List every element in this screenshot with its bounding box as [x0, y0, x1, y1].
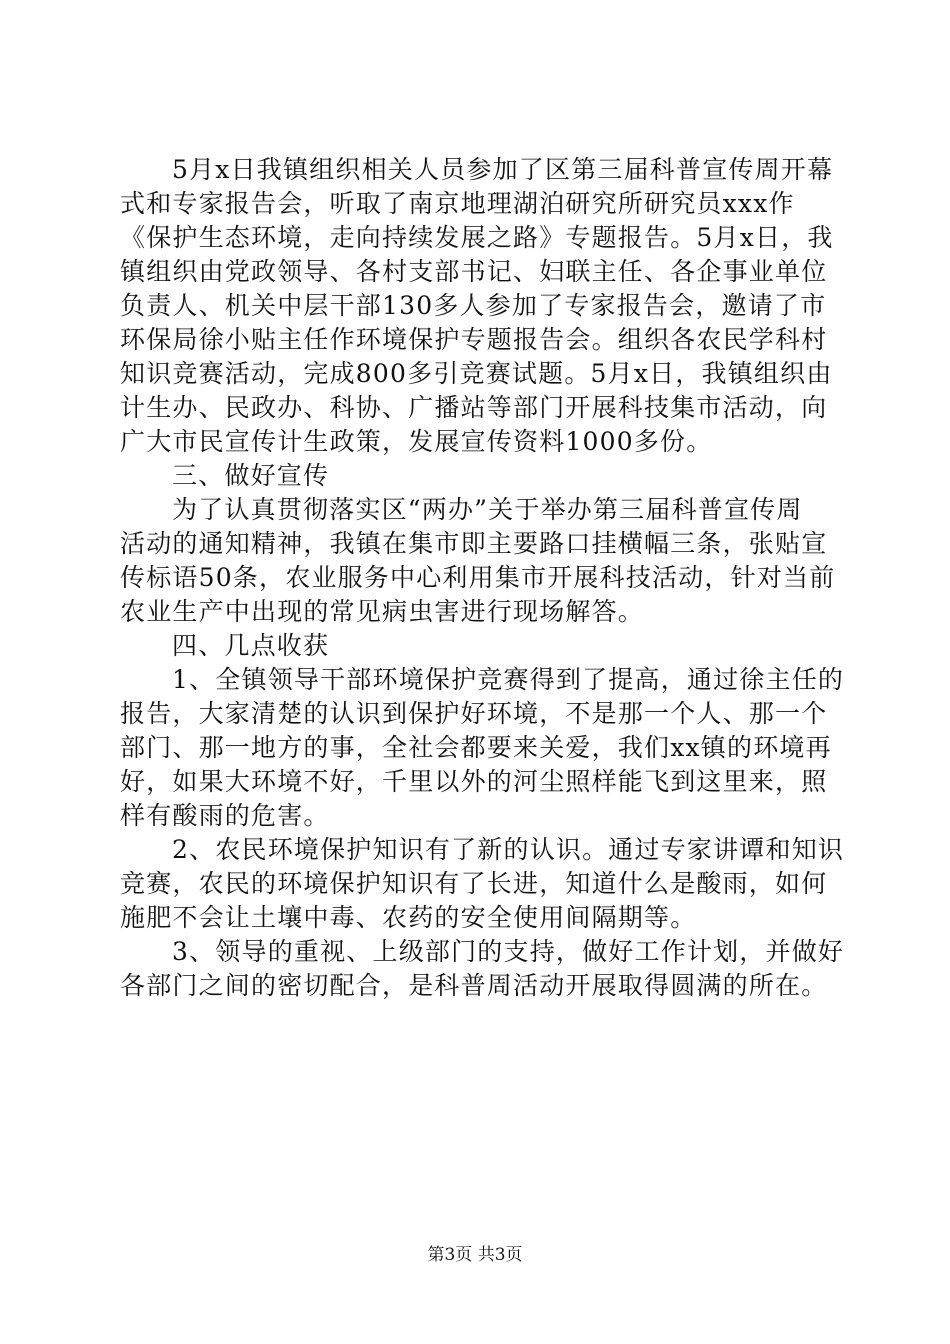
text-line: 《保护生态环境，走向持续发展之路》专题报告。5月x日，我: [120, 223, 834, 252]
text-line: 好，如果大环境不好，千里以外的河尘照样能飞到这里来，照: [120, 767, 828, 796]
text-line: 样有酸雨的危害。: [120, 801, 330, 830]
text-line: 为了认真贯彻落实区“两办”关于举办第三届科普宣传周: [172, 495, 803, 524]
text-line: 部门、那一地方的事，全社会都要来关爱，我们xx镇的环境再: [120, 733, 832, 762]
text-line: 活动的通知精神，我镇在集市即主要路口挂横幅三条，张贴宣: [120, 529, 828, 558]
text-line: 3、领导的重视、上级部门的支持，做好工作计划，并做好: [172, 937, 845, 966]
section-heading: 四、几点收获: [172, 631, 330, 660]
text-line: 广大市民宣传计生政策，发展宣传资料1000多份。: [120, 427, 713, 456]
page-number-footer: 第3页 共3页: [427, 1245, 523, 1265]
text-line: 镇组织由党政领导、各村支部书记、妇联主任、各企事业单位: [120, 257, 828, 286]
document-body: [120, 153, 845, 1003]
text-line: 农业生产中出现的常见病虫害进行现场解答。: [120, 597, 645, 626]
text-line: 报告，大家清楚的认识到保护好环境，不是那一个人、那一个: [120, 699, 828, 728]
text-line: 施肥不会让土壤中毒、农药的安全使用间隔期等。: [120, 903, 697, 932]
text-line: 2、农民环境保护知识有了新的认识。通过专家讲谭和知识: [172, 835, 845, 864]
text-line: 各部门之间的密切配合，是科普周活动开展取得圆满的所在。: [120, 971, 828, 1000]
text-line: 负责人、机关中层干部130多人参加了专家报告会，邀请了市: [120, 291, 827, 320]
text-line: 竞赛，农民的环境保护知识有了长进，知道什么是酸雨，如何: [120, 869, 828, 898]
text-line: 传标语50条，农业服务中心利用集市开展科技活动，针对当前: [120, 563, 836, 592]
text-line: 知识竞赛活动，完成800多引竞赛试题。5月x日，我镇组织由: [120, 359, 833, 388]
text-line: 5月x日我镇组织相关人员参加了区第三届科普宣传周开幕: [172, 155, 834, 184]
section-heading: 三、做好宣传: [172, 461, 330, 490]
text-line: 1、全镇领导干部环境保护竞赛得到了提高，通过徐主任的: [172, 665, 845, 694]
text-line: 计生办、民政办、科协、广播站等部门开展科技集市活动，向: [120, 393, 828, 422]
text-line: 式和专家报告会，听取了南京地理湖泊研究所研究员xxx作: [120, 189, 795, 218]
text-line: 环保局徐小贴主任作环境保护专题报告会。组织各农民学科村: [120, 325, 828, 354]
